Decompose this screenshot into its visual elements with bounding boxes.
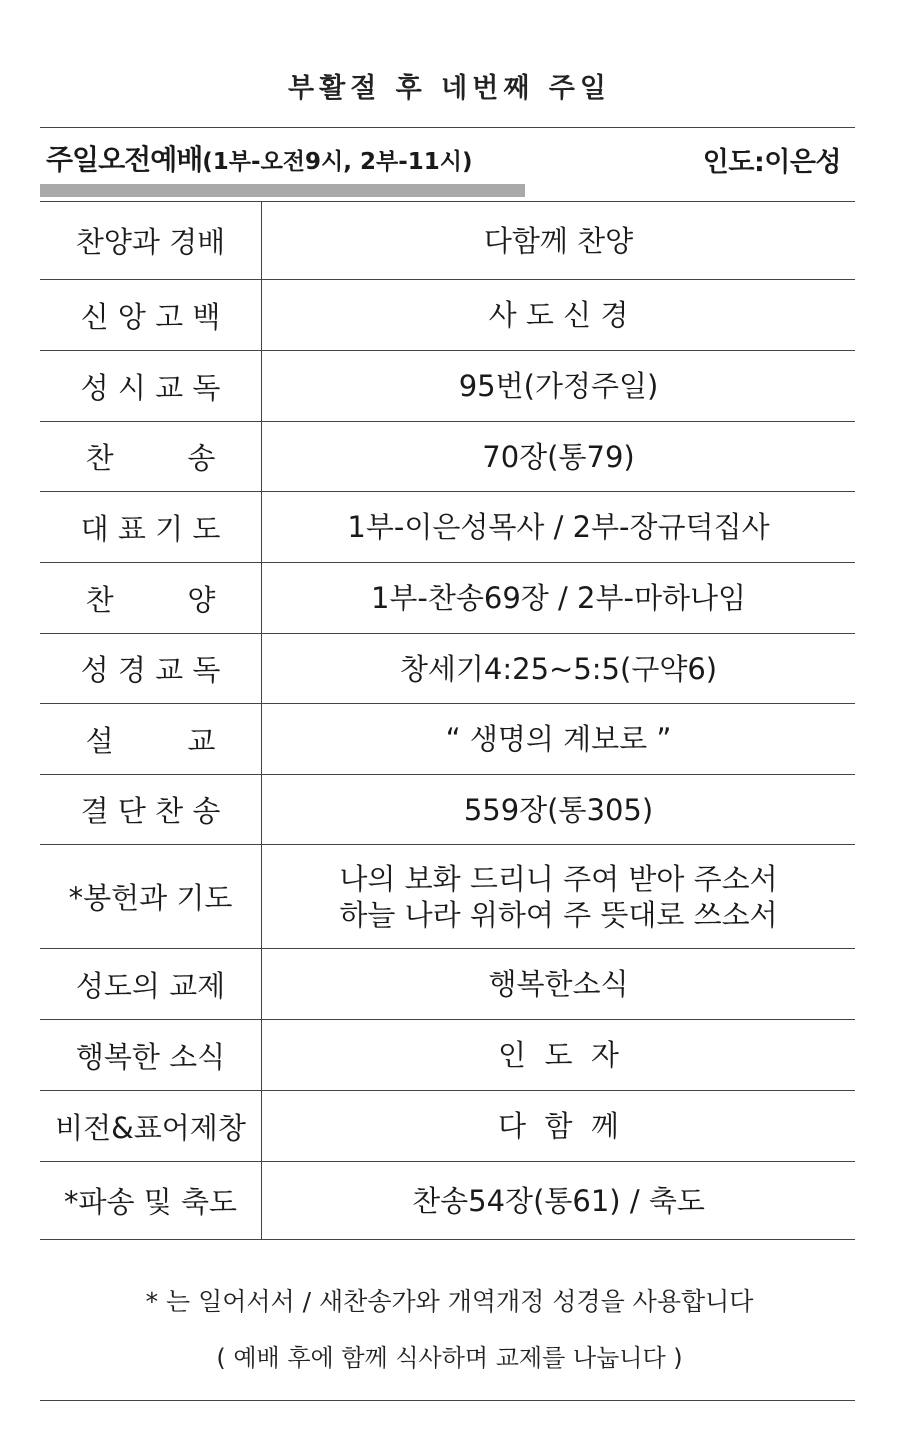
row-value (262, 1091, 855, 1161)
table-row (40, 1091, 855, 1162)
row-value (262, 563, 855, 633)
row-value (262, 1020, 855, 1090)
row-value-line: 하늘 나라 위하여 주 뜻대로 쓰소서 (339, 897, 778, 932)
table-row (40, 845, 855, 949)
row-label: 설 교 (40, 704, 262, 774)
table-row (40, 1162, 855, 1240)
row-label: 성 경 교 독 (40, 634, 262, 703)
row-label: 신 앙 고 백 (40, 280, 262, 350)
row-value-line: 559장(통305) (463, 792, 654, 827)
service-header (40, 130, 855, 186)
standing-note: * 는 일어서서 / 새찬송가와 개역개정 성경을 사용합니다 (145, 1287, 754, 1316)
row-value-line: 다함께 찬양 (483, 223, 634, 258)
table-row (40, 1020, 855, 1091)
row-value-line: 1부-찬송69장 / 2부-마하나임 (370, 581, 747, 615)
row-label: 성도의 교제 (40, 949, 262, 1019)
row-value-line: 70장(통79) (482, 439, 635, 474)
table-row (40, 634, 855, 704)
table-row (40, 949, 855, 1020)
row-value-line: 인 도 자 (498, 1038, 619, 1072)
row-value (262, 351, 855, 421)
table-row (40, 280, 855, 351)
table-row (40, 202, 855, 280)
table-row (40, 422, 855, 492)
row-label: 행복한 소식 (40, 1020, 262, 1090)
row-value-line: 95번(가정주일) (458, 369, 659, 403)
row-value-line: 찬송54장(통61) / 축도 (412, 1183, 705, 1218)
row-value (262, 422, 855, 491)
service-leader: 인도:이은성 (702, 147, 841, 178)
row-label: 비전&표어제창 (40, 1091, 262, 1161)
row-value (262, 704, 855, 774)
row-label: *파송 및 축도 (40, 1162, 262, 1239)
service-name: 주일오전예배 (46, 143, 203, 176)
row-value-line: 나의 보화 드리니 주여 받아 주소서 (339, 861, 778, 896)
header-underline-bar (40, 184, 525, 197)
row-label: 대 표 기 도 (40, 492, 262, 562)
row-value-line: 창세기4:25~5:5(구약6) (399, 651, 718, 686)
row-label: 성 시 교 독 (40, 351, 262, 421)
row-value (262, 634, 855, 703)
page-title: 부활절 후 네번째 주일 (288, 73, 611, 104)
order-of-worship-table (40, 201, 855, 1240)
table-row (40, 704, 855, 775)
row-value (262, 280, 855, 350)
row-label: 찬 송 (40, 422, 262, 491)
row-label: 찬 양 (40, 563, 262, 633)
row-value (262, 949, 855, 1019)
row-value-line: 다 함 께 (498, 1109, 619, 1143)
row-value (262, 775, 855, 844)
row-label: 찬양과 경배 (40, 202, 262, 279)
row-value-line: 사 도 신 경 (488, 298, 629, 332)
table-row (40, 351, 855, 422)
service-title (46, 138, 472, 178)
top-divider (40, 127, 855, 128)
bottom-divider (40, 1400, 855, 1401)
table-row (40, 492, 855, 563)
table-row (40, 775, 855, 845)
fellowship-note: ( 예배 후에 함께 식사하며 교제를 나눕니다 ) (216, 1344, 683, 1372)
row-label: 결 단 찬 송 (40, 775, 262, 844)
row-value (262, 1162, 855, 1239)
row-value-line: “ 생명의 계보로 ” (445, 722, 672, 756)
table-row (40, 563, 855, 634)
row-value (262, 202, 855, 279)
row-value (262, 845, 855, 948)
row-value (262, 492, 855, 562)
row-value-line: 행복한소식 (488, 967, 629, 1001)
row-label: *봉헌과 기도 (40, 845, 262, 948)
service-times: (1부-오전9시, 2부-11시) (202, 149, 473, 175)
row-value-line: 1부-이은성목사 / 2부-장규덕집사 (347, 510, 770, 544)
